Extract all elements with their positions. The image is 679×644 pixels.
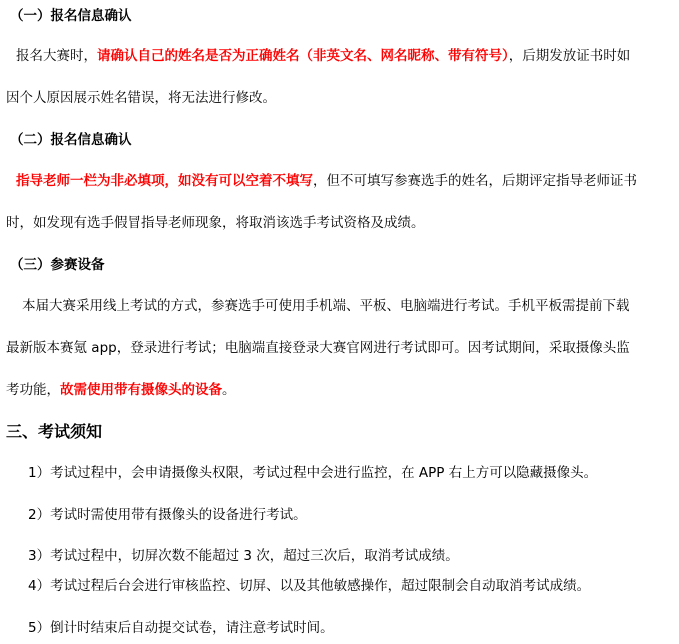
highlighted-warning: 故需使用带有摄像头的设备 xyxy=(60,382,222,398)
list-item: 4）考试过程后台会进行审核监控、切屏、以及其他敏感操作，超过限制会自动取消考试成绩。 xyxy=(28,578,591,594)
section-heading-registration-confirm: （一）报名信息确认 xyxy=(10,8,132,24)
paragraph-line: 最新版本赛氪 app，登录进行考试；电脑端直接登录大赛官网进行考试即可。因考试期间，采取摄像头监 xyxy=(6,340,630,356)
paragraph-text: 报名大赛时， xyxy=(16,48,97,64)
paragraph-text: ，但不可填写参赛选手的姓名，后期评定指导老师证书 xyxy=(313,173,637,189)
paragraph-line: 时，如发现有选手假冒指导老师现象，将取消该选手考试资格及成绩。 xyxy=(6,215,425,231)
list-item: 2）考试时需使用带有摄像头的设备进行考试。 xyxy=(28,507,307,523)
section-heading-exam-notes: 三、考试须知 xyxy=(6,422,103,441)
paragraph-text: 。 xyxy=(222,382,236,398)
section-heading-devices: （三）参赛设备 xyxy=(10,257,105,273)
paragraph-line xyxy=(16,46,630,66)
paragraph-line: 本届大赛采用线上考试的方式，参赛选手可使用手机端、平板、电脑端进行考试。手机平板需提前下载 xyxy=(22,298,630,314)
paragraph-text: 考功能， xyxy=(6,382,60,398)
paragraph-text: ，后期发放证书时如 xyxy=(508,48,631,64)
section-heading-advisor-confirm: （二）报名信息确认 xyxy=(10,132,132,148)
paragraph-line xyxy=(16,171,637,191)
paragraph-line: 因个人原因展示姓名错误，将无法进行修改。 xyxy=(6,90,276,106)
list-item: 3）考试过程中，切屏次数不能超过 3 次，超过三次后，取消考试成绩。 xyxy=(28,548,459,564)
list-item: 5）倒计时结束后自动提交试卷，请注意考试时间。 xyxy=(28,620,334,636)
list-item: 1）考试过程中，会申请摄像头权限，考试过程中会进行监控，在 APP 右上方可以隐藏摄像头。 xyxy=(28,465,598,481)
paragraph-line xyxy=(6,380,236,400)
highlighted-warning: 请确认自己的姓名是否为正确姓名（非英文名、网名昵称、带有符号） xyxy=(97,48,509,64)
highlighted-warning: 指导老师一栏为非必填项，如没有可以空着不填写 xyxy=(16,173,313,189)
